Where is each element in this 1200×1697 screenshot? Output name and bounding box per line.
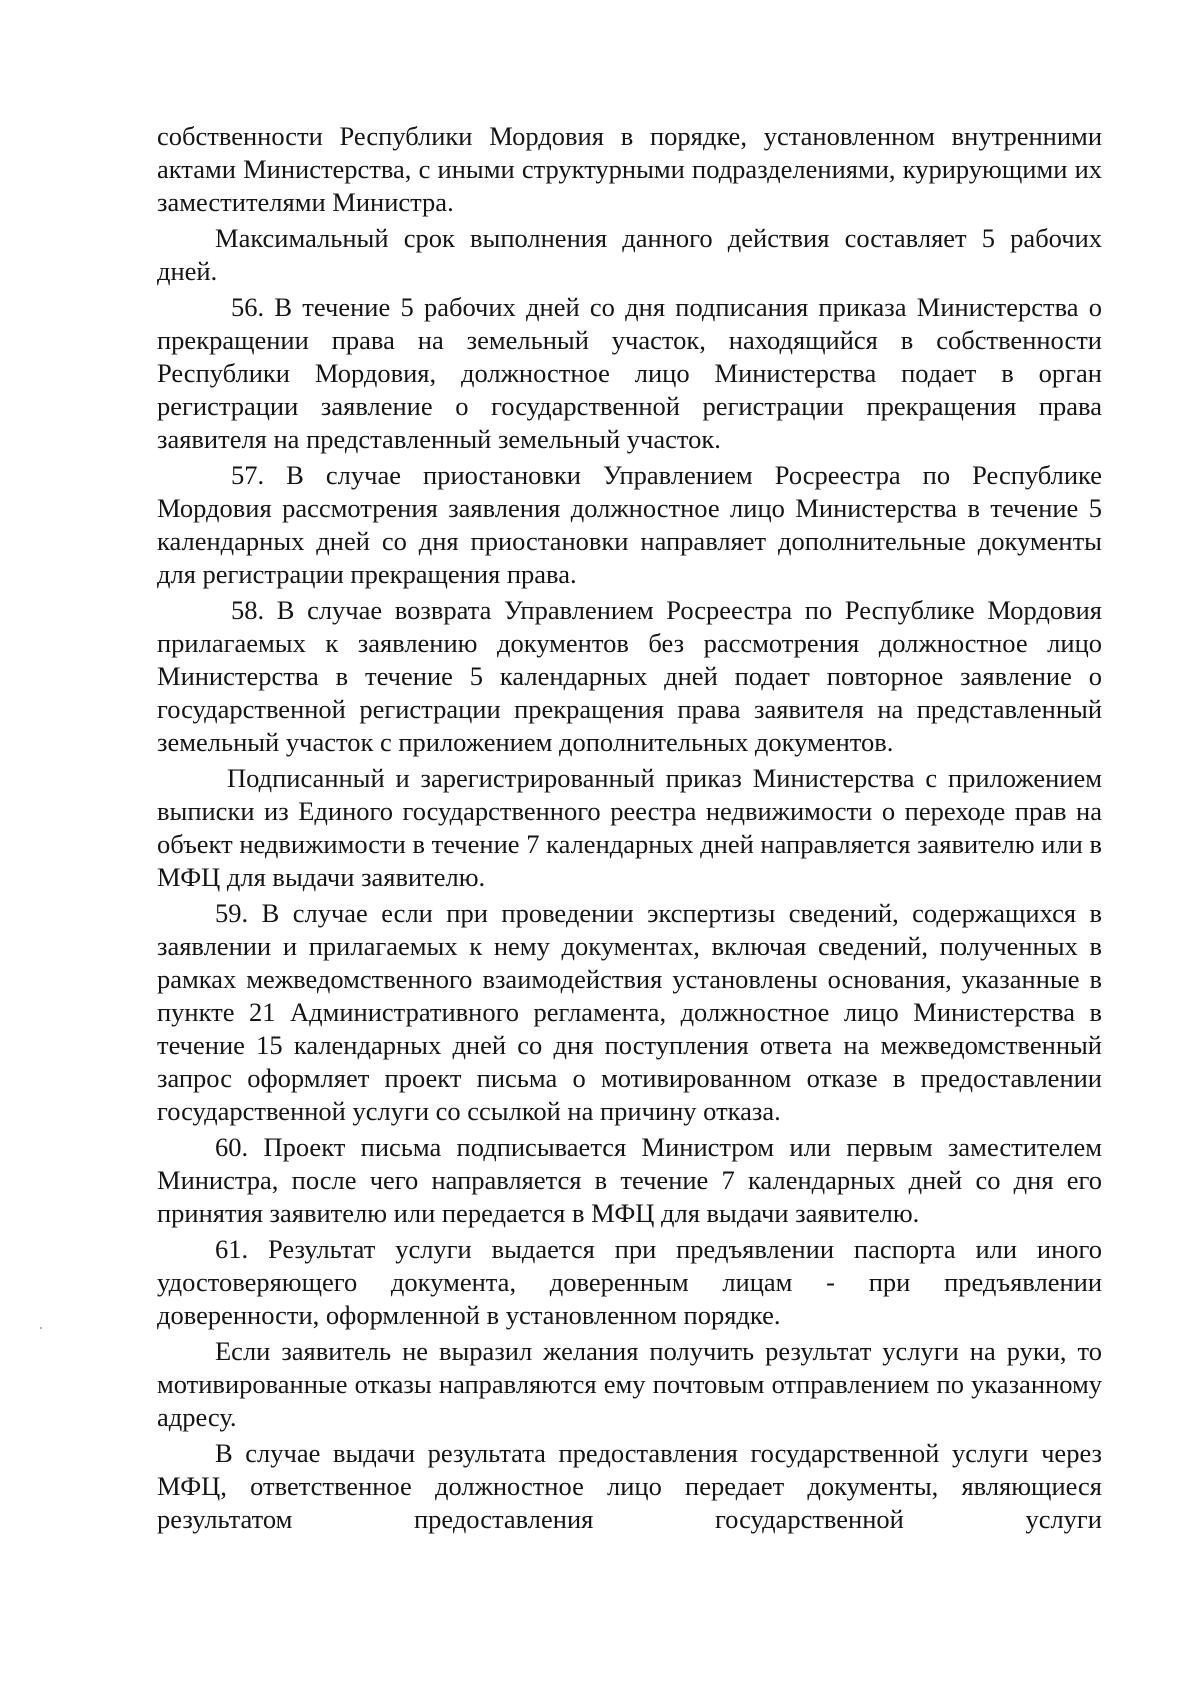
paragraph-58: 58. В случае возврата Управлением Росреестра по Республике Мордовия прилагаемых к заявлению документов без рассмотрения должностное лицо Министерства в течение 5 календарных дней подает повторное заявление о государственной регистрации прекращения права заявителя на представленный земельный участок с приложением дополнительных документов. [157, 595, 1102, 757]
paragraph-mail-refusal: Если заявитель не выразил желания получить результат услуги на руки, то мотивированные отказы направляются ему почтовым отправлением по указанному адресу. [157, 1336, 1102, 1432]
paragraph-deadline: Максимальный срок выполнения данного действия составляет 5 рабочих дней. [157, 223, 1102, 286]
paragraph-56: 56. В течение 5 рабочих дней со дня подписания приказа Министерства о прекращении права на земельный участок, находящийся в собственности Республики Мордовия, должностное лицо Министерства подает в орган регистрации заявление о государственной регистрации прекращения права заявителя на представленный земельный участок. [157, 292, 1102, 454]
paragraph-57: 57. В случае приостановки Управлением Росреестра по Республике Мордовия рассмотрения заявления должностное лицо Министерства в течение 5 календарных дней со дня приостановки направляет дополнительные документы для регистрации прекращения права. [157, 460, 1102, 589]
scan-artifact [40, 1327, 42, 1329]
paragraph-60: 60. Проект письма подписывается Министром или первым заместителем Министра, после чего направляется в течение 7 календарных дней со дня его принятия заявителю или передается в МФЦ для выдачи заявителю. [157, 1132, 1102, 1228]
document-body [157, 120, 1102, 1539]
paragraph-61: 61. Результат услуги выдается при предъявлении паспорта или иного удостоверяющего документа, доверенным лицам - при предъявлении доверенности, оформленной в установленном порядке. [157, 1234, 1102, 1330]
paragraph-mfc-delivery: В случае выдачи результата предоставления государственной услуги через МФЦ, ответственное должностное лицо передает документы, являющиеся результатом предоставления государственной услуги [157, 1438, 1102, 1534]
paragraph-continuation: собственности Республики Мордовия в порядке, установленном внутренними актами Министерства, с иными структурными подразделениями, курирующими их заместителями Министра. [157, 121, 1102, 217]
paragraph-59: 59. В случае если при проведении экспертизы сведений, содержащихся в заявлении и прилагаемых к нему документах, включая сведений, полученных в рамках межведомственного взаимодействия установлены основания, указанные в пункте 21 Административного регламента, должностное лицо Министерства в течение 15 календарных дней со дня поступления ответа на межведомственный запрос оформляет проект письма о мотивированном отказе в предоставлении государственной услуги со ссылкой на причину отказа. [157, 898, 1102, 1126]
paragraph-signed-order: Подписанный и зарегистрированный приказ Министерства с приложением выписки из Единого государственного реестра недвижимости о переходе прав на объект недвижимости в течение 7 календарных дней направляется заявителю или в МФЦ для выдачи заявителю. [157, 763, 1102, 892]
